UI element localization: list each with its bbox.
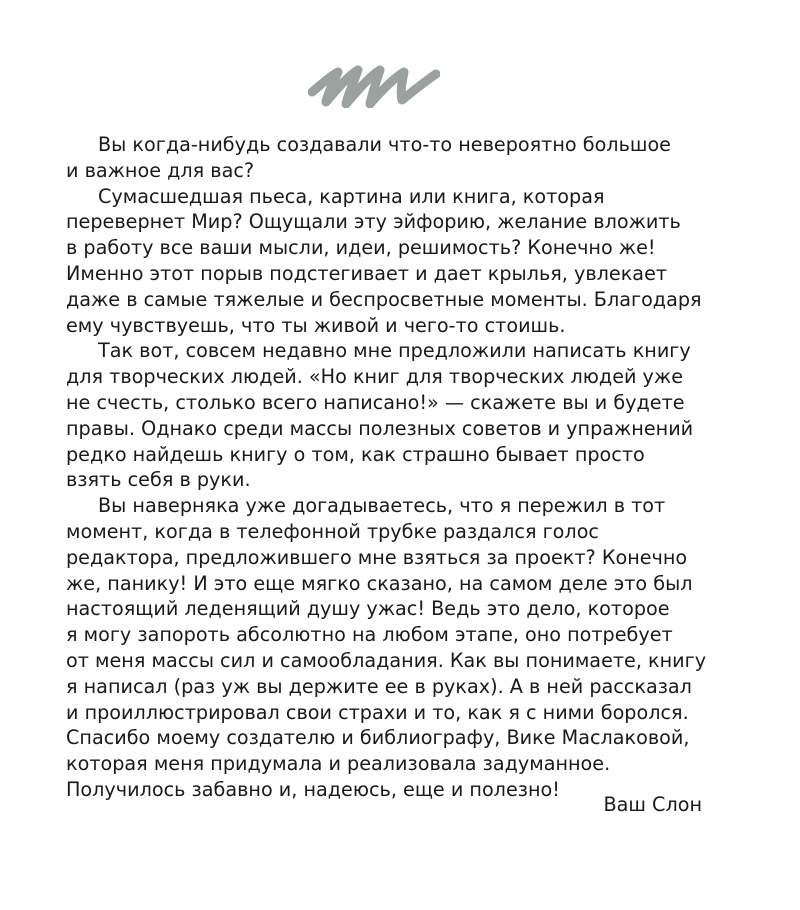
text-line: даже в самые тяжелые и беспросветные моменты. Благодаря bbox=[66, 287, 702, 311]
text-line: от меня массы сил и самообладания. Как вы понимаете, книгу bbox=[66, 648, 707, 672]
text-line: которая меня придумала и реализовала задуманное. bbox=[66, 752, 611, 776]
paragraph-3 bbox=[66, 338, 716, 493]
text-line: Вы наверняка уже догадываетесь, что я пережил в тот bbox=[98, 494, 666, 518]
paragraph-1 bbox=[66, 132, 716, 184]
text-line: не счесть, столько всего написано!» — скажете вы и будете bbox=[66, 390, 685, 414]
paragraph-2 bbox=[66, 184, 716, 339]
text-line: Сумасшедшая пьеса, картина или книга, которая bbox=[98, 184, 605, 208]
text-line: ему чувствуешь, что ты живой и чего-то стоишь. bbox=[66, 313, 566, 337]
paragraph-4 bbox=[66, 493, 716, 803]
text-line: я написал (раз уж вы держите ее в руках). А в ней рассказал bbox=[66, 674, 692, 698]
preface-text bbox=[66, 132, 716, 803]
text-line: редактора, предложившего мне взяться за проект? Конечно bbox=[66, 545, 688, 569]
text-line: редко найдешь книгу о том, как страшно бывает просто bbox=[66, 442, 645, 466]
text-line: Спасибо моему создателю и библиографу, Вике Маслаковой, bbox=[66, 726, 690, 750]
text-line: Получилось забавно и, надеюсь, еще и полезно! bbox=[66, 777, 560, 801]
text-line: в работу все ваши мысли, идеи, решимость? Конечно же! bbox=[66, 236, 656, 260]
squiggle-ornament-icon bbox=[308, 62, 440, 108]
text-line: и важное для вас? bbox=[66, 158, 255, 182]
text-line: момент, когда в телефонной трубке раздался голос bbox=[66, 519, 599, 543]
text-line: и проиллюстрировал свои страхи и то, как я с ними боролся. bbox=[66, 700, 689, 724]
text-line: настоящий леденящий душу ужас! Ведь это дело, которое bbox=[66, 597, 670, 621]
text-line: Так вот, совсем недавно мне предложили написать книгу bbox=[98, 339, 691, 363]
text-line: я могу запороть абсолютно на любом этапе, оно потребует bbox=[66, 623, 673, 647]
text-line: взять себя в руки. bbox=[66, 468, 251, 492]
text-line: перевернет Мир? Ощущали эту эйфорию, желание вложить bbox=[66, 210, 681, 234]
signature: Ваш Слон bbox=[603, 793, 702, 816]
text-line: Вы когда-нибудь создавали что-то невероятно большое bbox=[98, 133, 671, 156]
text-line: же, панику! И это еще мягко сказано, на самом деле это был bbox=[66, 571, 693, 595]
text-line: правы. Однако среди массы полезных советов и упражнений bbox=[66, 416, 694, 440]
text-line: для творческих людей. «Но книг для творческих людей уже bbox=[66, 365, 684, 389]
text-line: Именно этот порыв подстегивает и дает крылья, увлекает bbox=[66, 261, 668, 285]
